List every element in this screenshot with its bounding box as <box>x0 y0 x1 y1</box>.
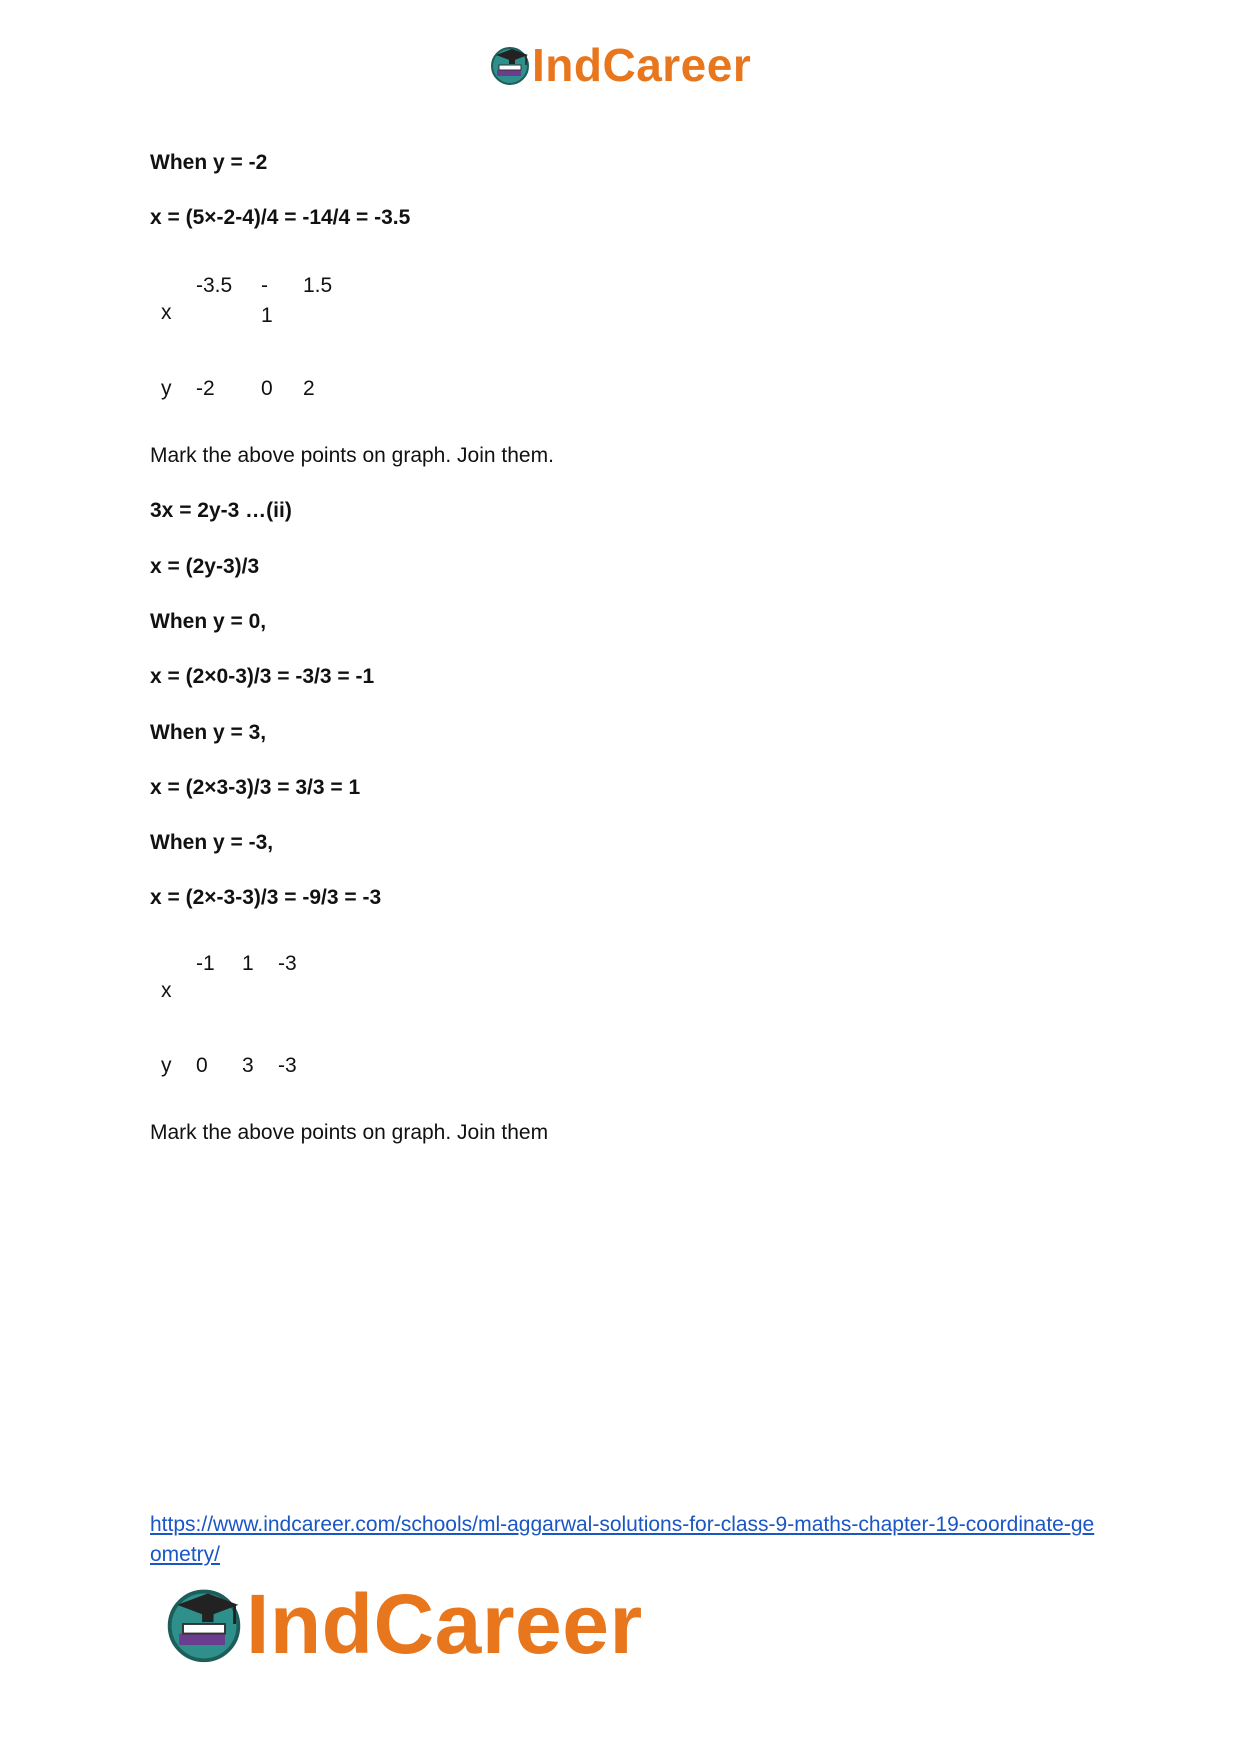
table-cell: -3 <box>278 1054 297 1077</box>
brand-name: IndCareer <box>246 1577 643 1671</box>
table-cell: -1 <box>196 952 215 975</box>
brand-name: IndCareer <box>532 39 752 91</box>
table-cell: 0 <box>261 377 273 400</box>
table-row-label-y: y <box>161 1054 172 1077</box>
table-cell: -3.5 <box>196 274 233 297</box>
text-line: When y = -2 <box>150 151 268 174</box>
text-line: x = (2×-3-3)/3 = -9/3 = -3 <box>150 886 382 909</box>
table-cell: - <box>261 274 268 297</box>
table-cell: 0 <box>196 1054 208 1077</box>
table-cell: -3 <box>278 952 297 975</box>
table-cell: 1.5 <box>303 274 333 297</box>
footer-link[interactable]: https://www.indcareer.com/schools/ml-aggarwal-solutions-for-class-9-maths-chapter-19-coordinate-geometry/ <box>150 1513 1095 1566</box>
text-line: x = (2×3-3)/3 = 3/3 = 1 <box>150 776 361 799</box>
text-line: When y = 3, <box>150 721 267 744</box>
table-cell: 1 <box>261 304 273 327</box>
table-cell: 3 <box>242 1054 254 1077</box>
text-line: x = (2y-3)/3 <box>150 555 260 578</box>
graduation-cap-books-icon <box>162 1582 246 1666</box>
header-logo <box>488 39 752 91</box>
text-line: Mark the above points on graph. Join them. <box>150 444 554 467</box>
table-cell: 1 <box>242 952 254 975</box>
table-row-label-x: x <box>161 301 172 324</box>
footer-logo <box>162 1577 643 1671</box>
text-line: Mark the above points on graph. Join them <box>150 1121 549 1144</box>
table-cell: -2 <box>196 377 215 400</box>
text-line: When y = 0, <box>150 610 267 633</box>
table-cell: 2 <box>303 377 315 400</box>
text-line: 3x = 2y-3 …(ii) <box>150 499 292 522</box>
text-line: When y = -3, <box>150 831 274 854</box>
table-row-label-x: x <box>161 979 172 1002</box>
text-line: x = (2×0-3)/3 = -3/3 = -1 <box>150 665 375 688</box>
table-row-label-y: y <box>161 377 172 400</box>
graduation-cap-books-icon <box>488 43 532 87</box>
text-line: x = (5×-2-4)/4 = -14/4 = -3.5 <box>150 206 411 229</box>
